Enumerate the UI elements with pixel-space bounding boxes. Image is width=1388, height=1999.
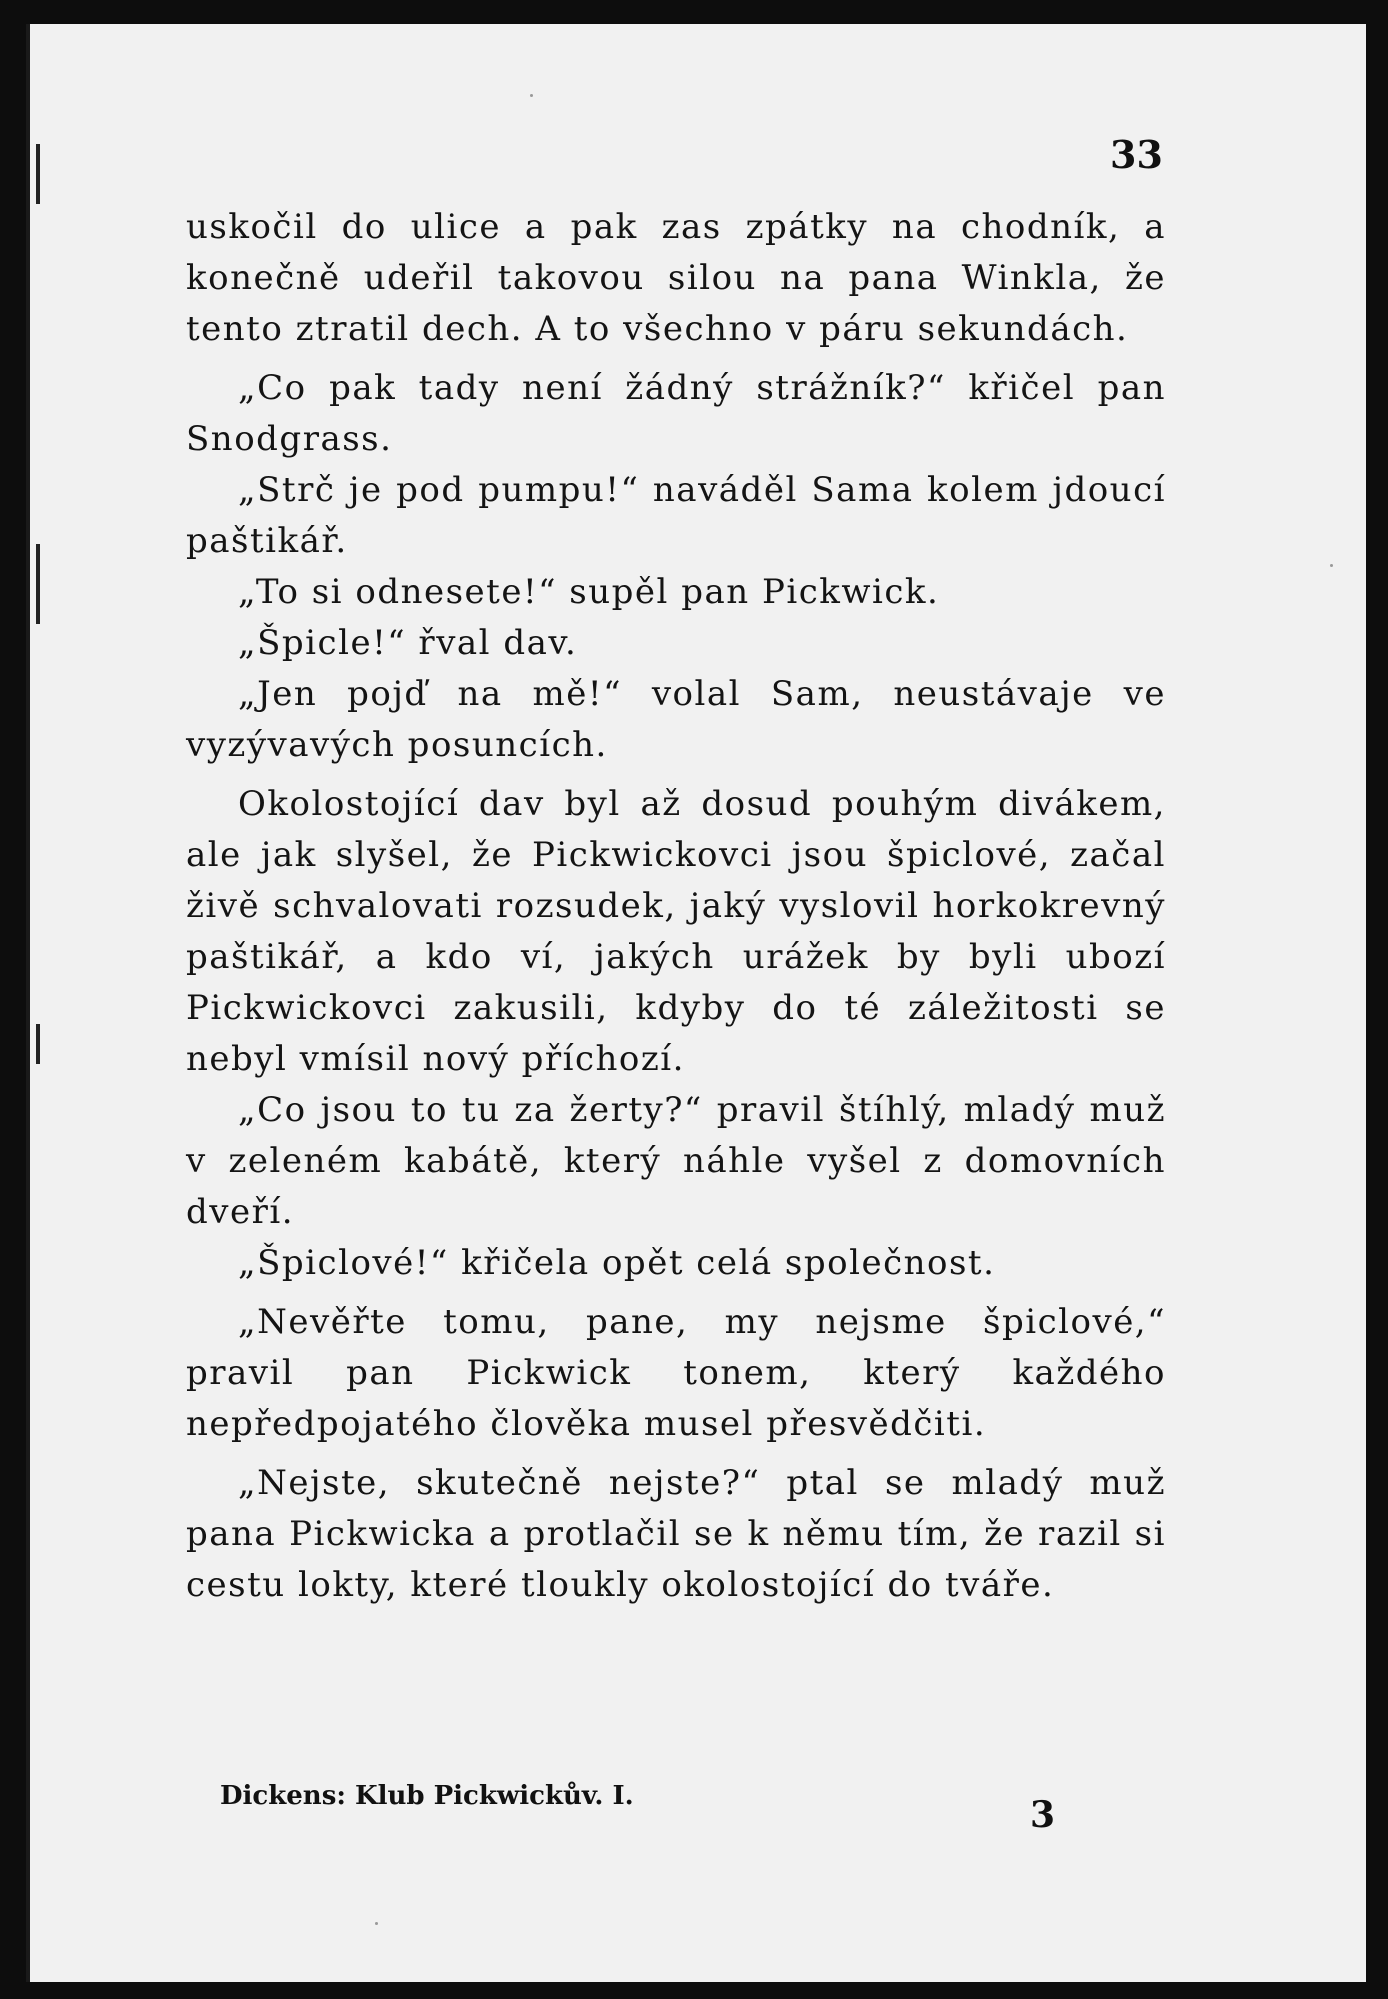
paper-speck	[1330, 564, 1333, 567]
signature-mark: 3	[1030, 1794, 1056, 1836]
margin-mark	[36, 1024, 40, 1064]
paragraph: „Co jsou to tu za žerty?“ pravil štíhlý, mladý muž v zeleném kabátě, který náhle vyšel z domovních dveří.	[186, 1090, 1166, 1232]
paragraph: uskočil do ulice a pak zas zpátky na chodník, a konečně udeřil takovou silou na pana Winkla, že tento ztratil dech. A to všechno v páru sekundách.	[186, 207, 1166, 349]
paragraph: „Strč je pod pumpu!“ naváděl Sama kolem jdoucí paštikář.	[186, 470, 1166, 561]
margin-mark	[36, 144, 40, 204]
paragraph: „Špicle!“ řval dav.	[238, 623, 578, 663]
page-number: 33	[1110, 132, 1163, 177]
book-page	[26, 24, 1366, 1982]
paragraph: „To si odnesete!“ supěl pan Pickwick.	[238, 572, 940, 612]
margin-mark	[36, 544, 40, 624]
paragraph: „Co pak tady není žádný strážník?“ křičel pan Snodgrass.	[186, 368, 1166, 459]
paragraph: „Nevěřte tomu, pane, my nejsme špiclové,“ pravil pan Pickwick tonem, který každého nepředpojatého člověka musel přesvědčiti.	[186, 1302, 1166, 1444]
body-text	[186, 202, 1166, 1611]
footer-signature: Dickens: Klub Pickwickův. I.	[220, 1781, 634, 1811]
paragraph: Okolostojící dav byl až dosud pouhým divákem, ale jak slyšel, že Pickwickovci jsou špiclové, začal živě schvalovati rozsudek, jaký vyslovil horkokrevný paštikář, a kdo ví, jakých urážek by byli ubozí Pickwickovci zakusili, kdyby do té záležitosti se nebyl vmísil nový příchozí.	[186, 784, 1166, 1079]
paper-speck	[530, 94, 533, 97]
paragraph: „Jen pojď na mě!“ volal Sam, neustávaje ve vyzývavých posuncích.	[186, 674, 1166, 765]
paragraph: „Špiclové!“ křičela opět celá společnost.	[238, 1243, 996, 1283]
paragraph: „Nejste, skutečně nejste?“ ptal se mladý muž pana Pickwicka a protlačil se k němu tím, že razil si cestu lokty, které tloukly okolostojící do tváře.	[186, 1463, 1166, 1605]
paper-speck	[375, 1922, 378, 1925]
